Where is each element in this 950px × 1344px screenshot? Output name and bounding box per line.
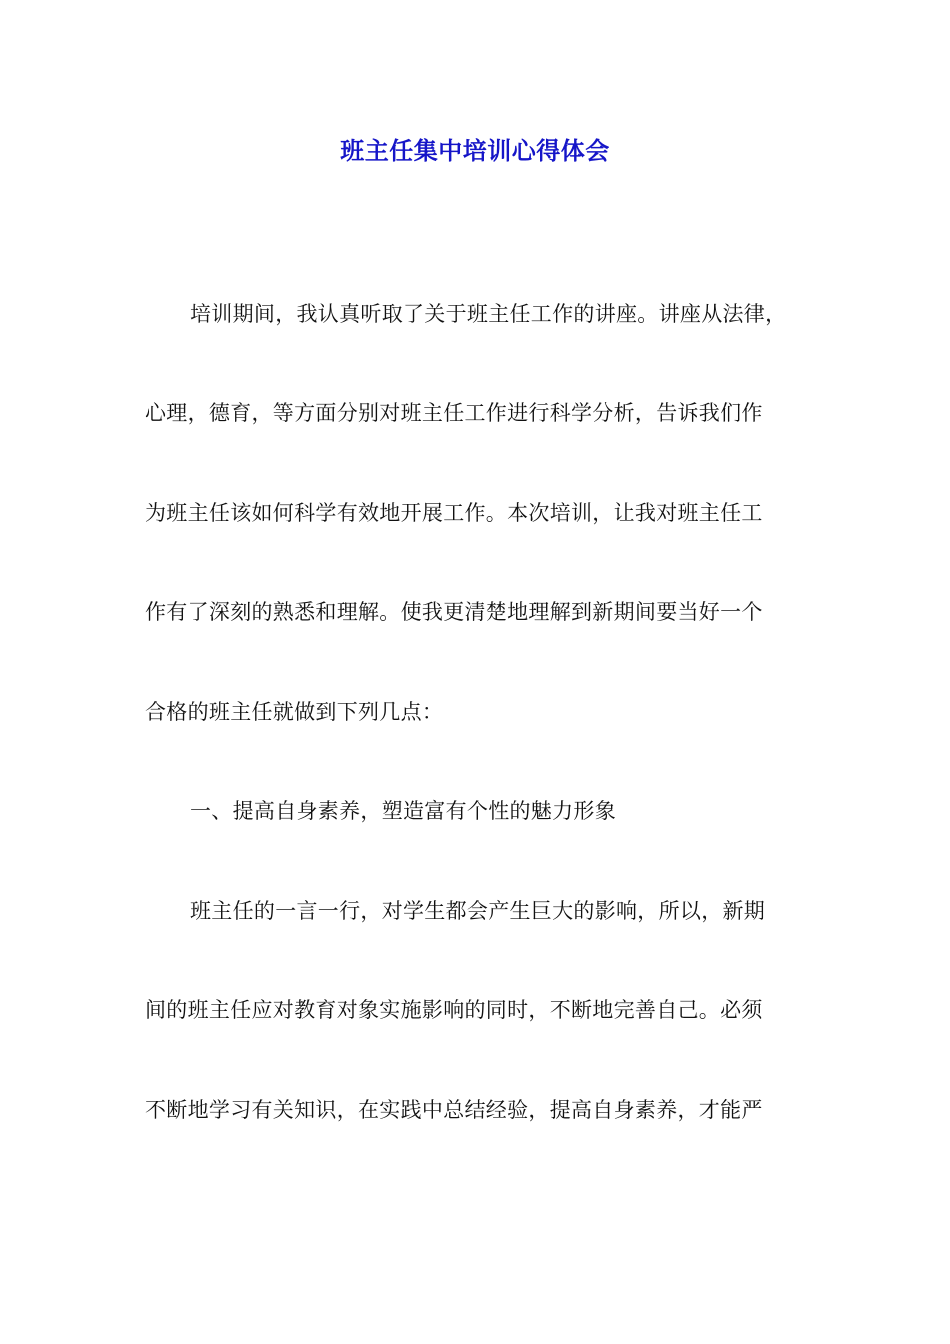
section-heading: 一、提高自身素养，塑造富有个性的魅力形象 — [190, 799, 616, 823]
paragraph-line: 间的班主任应对教育对象实施影响的同时，不断地完善自己。必须 — [145, 998, 763, 1022]
paragraph-line: 作有了深刻的熟悉和理解。使我更清楚地理解到新期间要当好一个 — [145, 600, 763, 624]
document-title: 班主任集中培训心得体会 — [340, 137, 610, 165]
paragraph-line: 合格的班主任就做到下列几点： — [145, 700, 444, 724]
paragraph-line: 班主任的一言一行，对学生都会产生巨大的影响，所以，新期 — [190, 899, 766, 923]
paragraph-line: 不断地学习有关知识，在实践中总结经验，提高自身素养，才能严 — [145, 1098, 763, 1122]
paragraph-line: 为班主任该如何科学有效地开展工作。本次培训，让我对班主任工 — [145, 501, 763, 525]
paragraph-line: 培训期间，我认真听取了关于班主任工作的讲座。讲座从法律， — [190, 302, 787, 326]
paragraph-line: 心理，德育，等方面分别对班主任工作进行科学分析，告诉我们作 — [145, 401, 763, 425]
